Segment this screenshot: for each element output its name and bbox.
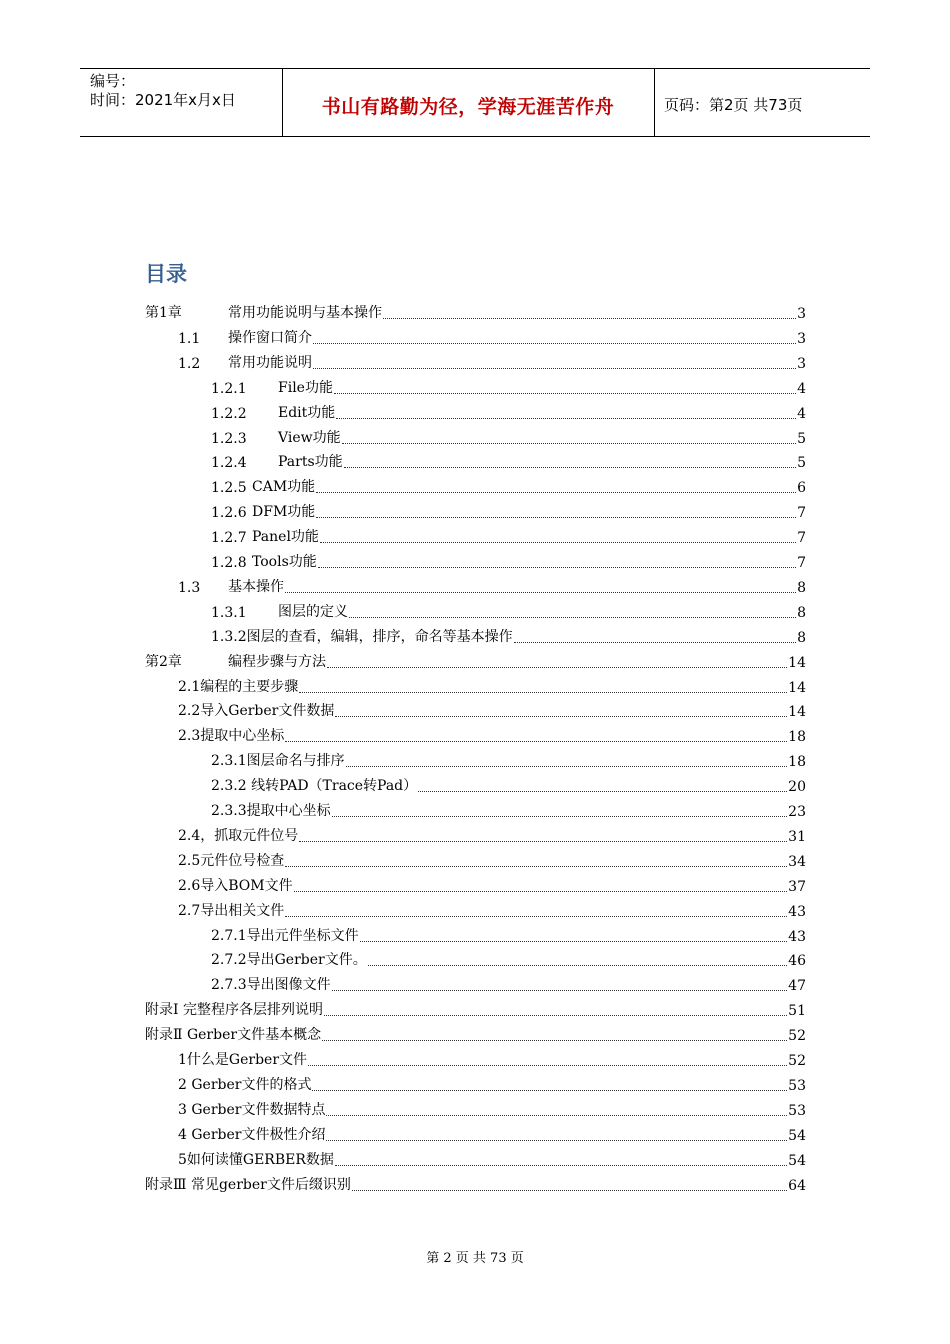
toc-entry[interactable] bbox=[145, 997, 806, 1019]
toc-entry[interactable] bbox=[211, 947, 806, 969]
toc-entry-title: 2.1编程的主要步骤 bbox=[178, 679, 299, 695]
toc-entry-number: 1.2.3 bbox=[211, 431, 247, 447]
toc-dot-leader bbox=[316, 491, 796, 493]
header-number-label: 编号： bbox=[90, 72, 136, 90]
toc-entry-title: Tools功能 bbox=[252, 554, 317, 570]
toc-entry[interactable] bbox=[178, 350, 806, 372]
toc-entry-number: 1.2.4 bbox=[211, 455, 247, 471]
toc-entry-page: 54 bbox=[788, 1128, 806, 1144]
toc-dot-leader bbox=[335, 715, 787, 717]
toc-entry-title: 2 Gerber文件的格式 bbox=[178, 1077, 312, 1093]
toc-entry-title: 2.4，抓取元件位号 bbox=[178, 828, 299, 844]
toc-dot-leader bbox=[285, 591, 796, 593]
toc-entry-page: 20 bbox=[788, 779, 806, 795]
toc-entry-title: 基本操作 bbox=[228, 579, 284, 595]
toc-dot-leader bbox=[418, 790, 787, 792]
header-divider bbox=[654, 69, 655, 136]
toc-dot-leader bbox=[514, 641, 796, 643]
toc-entry[interactable] bbox=[178, 848, 806, 870]
header-time-label: 时间：2021年x月x日 bbox=[90, 91, 236, 109]
toc-dot-leader bbox=[332, 989, 788, 991]
toc-dot-leader bbox=[320, 541, 796, 543]
toc-entry[interactable] bbox=[211, 375, 806, 397]
toc-dot-leader bbox=[299, 840, 787, 842]
toc-entry-title: 1什么是Gerber文件 bbox=[178, 1052, 308, 1068]
toc-entry[interactable] bbox=[178, 674, 806, 696]
toc-entry[interactable] bbox=[178, 698, 806, 720]
toc-dot-leader bbox=[285, 740, 787, 742]
toc-entry[interactable] bbox=[145, 300, 806, 322]
toc-entry-title: 3 Gerber文件数据特点 bbox=[178, 1102, 326, 1118]
toc-entry[interactable] bbox=[211, 474, 806, 496]
toc-entry-page: 34 bbox=[788, 854, 806, 870]
toc-dot-leader bbox=[285, 865, 787, 867]
toc-entry-page: 14 bbox=[788, 680, 806, 696]
toc-entry-page: 7 bbox=[797, 505, 806, 521]
toc-entry-title: 常用功能说明 bbox=[228, 355, 312, 371]
toc-entry-page: 18 bbox=[788, 754, 806, 770]
toc-entry-page: 47 bbox=[788, 978, 806, 994]
toc-entry-title: 5如何读懂GERBER数据 bbox=[178, 1152, 334, 1168]
toc-entry[interactable] bbox=[178, 574, 806, 596]
toc-entry-title: 1.3.2图层的查看，编辑，排序，命名等基本操作 bbox=[211, 629, 513, 645]
toc-entry-title: 图层的定义 bbox=[278, 604, 348, 620]
toc-entry-page: 8 bbox=[797, 580, 806, 596]
toc-entry-title: File功能 bbox=[278, 380, 333, 396]
header-motto: 书山有路勤为径，学海无涯苦作舟 bbox=[321, 96, 615, 118]
toc-entry-page: 14 bbox=[788, 704, 806, 720]
toc-entry[interactable] bbox=[178, 1147, 806, 1169]
toc-entry-page: 7 bbox=[797, 530, 806, 546]
toc-entry-title: CAM功能 bbox=[252, 479, 316, 495]
toc-entry[interactable] bbox=[145, 1172, 806, 1194]
toc-entry-title: 2.7.3导出图像文件 bbox=[211, 977, 331, 993]
toc-dot-leader bbox=[335, 1164, 787, 1166]
toc-entry-title: 附录Ⅰ 完整程序各层排列说明 bbox=[145, 1002, 323, 1018]
toc-dot-leader bbox=[342, 442, 796, 444]
toc-entry-title: 2.3.3提取中心坐标 bbox=[211, 803, 331, 819]
toc-entry-page: 6 bbox=[797, 480, 806, 496]
toc-entry[interactable] bbox=[211, 549, 806, 571]
toc-dot-leader bbox=[299, 691, 787, 693]
toc-entry-page: 43 bbox=[788, 929, 806, 945]
toc-entry-page: 5 bbox=[797, 431, 806, 447]
toc-dot-leader bbox=[346, 765, 788, 767]
toc-entry-page: 37 bbox=[788, 879, 806, 895]
toc-dot-leader bbox=[349, 616, 796, 618]
toc-entry-page: 4 bbox=[797, 381, 806, 397]
toc-entry[interactable] bbox=[145, 1022, 806, 1044]
toc-entry-page: 46 bbox=[788, 953, 806, 969]
toc-entry-title: 2.3.2 线转PAD（Trace转Pad） bbox=[211, 778, 418, 794]
toc-entry-page: 31 bbox=[788, 829, 806, 845]
toc-entry-page: 52 bbox=[788, 1028, 806, 1044]
toc-entry-number: 1.2 bbox=[178, 356, 201, 372]
toc-entry-title: 2.5元件位号检查 bbox=[178, 853, 285, 869]
toc-dot-leader bbox=[285, 915, 787, 917]
document-header bbox=[80, 68, 870, 137]
toc-entry-page: 8 bbox=[797, 630, 806, 646]
toc-dot-leader bbox=[294, 890, 788, 892]
toc-dot-leader bbox=[360, 940, 788, 942]
toc-entry-title: Edit功能 bbox=[278, 405, 336, 421]
toc-entry-page: 4 bbox=[797, 406, 806, 422]
toc-entry-page: 43 bbox=[788, 904, 806, 920]
toc-entry-number: 1.3 bbox=[178, 580, 201, 596]
toc-entry-number: 1.2.6 bbox=[211, 505, 247, 521]
toc-entry-number: 1.3.1 bbox=[211, 605, 247, 621]
toc-entry-title: 2.3提取中心坐标 bbox=[178, 728, 285, 744]
toc-entry-title: 4 Gerber文件极性介绍 bbox=[178, 1127, 326, 1143]
toc-entry-page: 8 bbox=[797, 605, 806, 621]
toc-entry-title: 2.2导入Gerber文件数据 bbox=[178, 703, 335, 719]
toc-entry-title: DFM功能 bbox=[252, 504, 316, 520]
toc-dot-leader bbox=[334, 392, 796, 394]
toc-dot-leader bbox=[313, 342, 796, 344]
toc-dot-leader bbox=[344, 466, 796, 468]
toc-entry-page: 3 bbox=[797, 306, 806, 322]
toc-entry[interactable] bbox=[211, 524, 806, 546]
toc-entry[interactable] bbox=[211, 599, 806, 621]
toc-dot-leader bbox=[326, 1139, 787, 1141]
toc-entry-title: 2.6导入BOM文件 bbox=[178, 878, 293, 894]
toc-dot-leader bbox=[383, 317, 796, 319]
toc-entry-page: 5 bbox=[797, 455, 806, 471]
toc-entry-title: 2.3.1图层命名与排序 bbox=[211, 753, 345, 769]
toc-dot-leader bbox=[324, 1014, 787, 1016]
toc-entry-page: 64 bbox=[788, 1178, 806, 1194]
toc-entry-title: 2.7导出相关文件 bbox=[178, 903, 285, 919]
toc-entry-number: 1.1 bbox=[178, 331, 201, 347]
toc-entry[interactable] bbox=[211, 923, 806, 945]
toc-entry-number: 1.2.7 bbox=[211, 530, 247, 546]
toc-entry-title: 2.7.2导出Gerber文件。 bbox=[211, 952, 367, 968]
toc-entry-number: 第1章 bbox=[145, 305, 182, 321]
toc-entry[interactable] bbox=[211, 449, 806, 471]
toc-entry[interactable] bbox=[211, 748, 806, 770]
toc-entry[interactable] bbox=[211, 499, 806, 521]
toc-entry-number: 第2章 bbox=[145, 654, 182, 670]
toc-entry-number: 1.2.1 bbox=[211, 381, 247, 397]
toc-entry[interactable] bbox=[178, 1047, 806, 1069]
toc-entry[interactable] bbox=[211, 972, 806, 994]
toc-entry-page: 18 bbox=[788, 729, 806, 745]
toc-entry[interactable] bbox=[178, 823, 806, 845]
toc-entry-page: 51 bbox=[788, 1003, 806, 1019]
toc-entry[interactable] bbox=[178, 1097, 806, 1119]
toc-entry-title: 附录Ⅱ Gerber文件基本概念 bbox=[145, 1027, 322, 1043]
toc-entry[interactable] bbox=[145, 649, 806, 671]
toc-dot-leader bbox=[308, 1064, 787, 1066]
toc-entry-title: 2.7.1导出元件坐标文件 bbox=[211, 928, 359, 944]
toc-entry-page: 53 bbox=[788, 1078, 806, 1094]
toc-dot-leader bbox=[322, 1039, 787, 1041]
toc-entry-number: 1.2.2 bbox=[211, 406, 247, 422]
toc-dot-leader bbox=[313, 367, 796, 369]
toc-entry-page: 14 bbox=[788, 655, 806, 671]
toc-dot-leader bbox=[368, 964, 787, 966]
toc-entry-page: 53 bbox=[788, 1103, 806, 1119]
toc-entry-title: 附录Ⅲ 常见gerber文件后缀识别 bbox=[145, 1177, 351, 1193]
toc-entry-title: 编程步骤与方法 bbox=[228, 654, 326, 670]
toc-entry[interactable] bbox=[178, 873, 806, 895]
toc-entry-page: 3 bbox=[797, 356, 806, 372]
toc-entry-number: 1.2.8 bbox=[211, 555, 247, 571]
toc-entry[interactable] bbox=[178, 898, 806, 920]
toc-dot-leader bbox=[327, 666, 787, 668]
toc-entry[interactable] bbox=[211, 400, 806, 422]
header-page-info: 页码：第2页 共73页 bbox=[664, 96, 803, 114]
toc-dot-leader bbox=[352, 1189, 787, 1191]
toc-entry-number: 1.2.5 bbox=[211, 480, 247, 496]
toc-dot-leader bbox=[326, 1114, 787, 1116]
toc-entry[interactable] bbox=[178, 1122, 806, 1144]
toc-entry-title: View功能 bbox=[278, 430, 341, 446]
toc-entry[interactable] bbox=[211, 624, 806, 646]
toc-entry[interactable] bbox=[178, 723, 806, 745]
page-footer: 第 2 页 共 73 页 bbox=[426, 1251, 524, 1266]
toc-entry-title: Panel功能 bbox=[252, 529, 319, 545]
toc-entry-title: 常用功能说明与基本操作 bbox=[228, 305, 382, 321]
toc-entry-page: 3 bbox=[797, 331, 806, 347]
toc-entry[interactable] bbox=[211, 425, 806, 447]
toc-dot-leader bbox=[336, 417, 796, 419]
toc-entry-title: Parts功能 bbox=[278, 454, 343, 470]
toc-entry-page: 54 bbox=[788, 1153, 806, 1169]
toc-entry-page: 23 bbox=[788, 804, 806, 820]
toc-dot-leader bbox=[312, 1089, 787, 1091]
toc-title: 目录 bbox=[145, 262, 187, 286]
toc-entry[interactable] bbox=[178, 325, 806, 347]
toc-entry-page: 52 bbox=[788, 1053, 806, 1069]
toc-dot-leader bbox=[318, 566, 796, 568]
toc-entry-title: 操作窗口简介 bbox=[228, 330, 312, 346]
toc-entry[interactable] bbox=[211, 773, 806, 795]
toc-entry-page: 7 bbox=[797, 555, 806, 571]
toc-dot-leader bbox=[332, 815, 788, 817]
toc-entry[interactable] bbox=[178, 1072, 806, 1094]
toc-entry[interactable] bbox=[211, 798, 806, 820]
toc-dot-leader bbox=[316, 516, 796, 518]
